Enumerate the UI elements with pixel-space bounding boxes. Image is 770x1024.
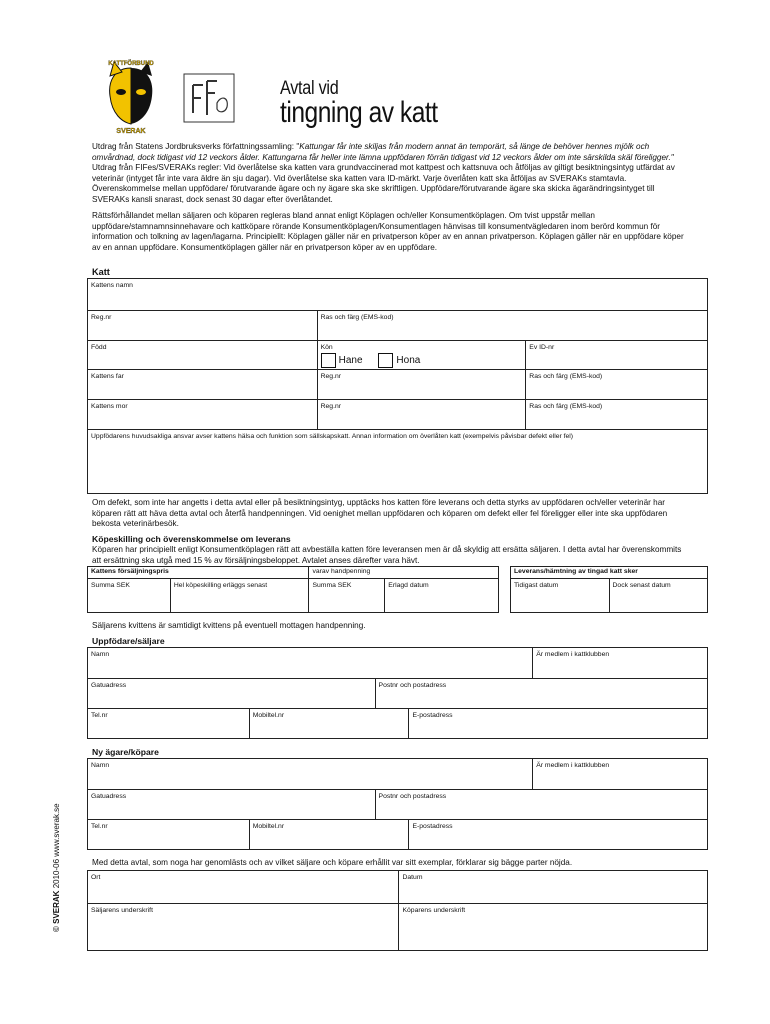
delivery-heading: Leverans/hämtning av tingad katt sker: [511, 567, 708, 579]
field-kon: Kön Hane Hona: [317, 341, 526, 370]
avslut-text: Med detta avtal, som noga har genomlästs och av vilket säljare och köpare erhållit var sitt exemplar, förklarar sig bägge parter nöjda.: [92, 858, 573, 867]
defekt-paragraph: Om defekt, som inte har angetts i detta avtal eller på besiktningsintyg, upptäcks hos katten före leverans och detta styrks av uppfödaren och/eller veterinär har köparen rätt att häva detta avtal och återfå handpenningen. Vid oenighet mellan uppfödaren och köparen om defekt eller fel föreligger eller inte ska uppfödaren bekosta veterinärbesök.: [92, 498, 668, 529]
field-kopare-epost[interactable]: E-postadress: [409, 820, 708, 850]
field-datum[interactable]: Datum: [399, 871, 708, 904]
page-title: tingning av katt: [280, 96, 438, 129]
field-saljare-medlem[interactable]: Är medlem i kattklubben: [533, 648, 708, 679]
field-ort[interactable]: Ort: [88, 871, 399, 904]
field-summa-sek[interactable]: Summa SEK: [88, 579, 171, 613]
section-heading-katt: Katt: [92, 267, 110, 277]
field-id-nr[interactable]: Ev ID-nr: [526, 341, 708, 370]
field-mor-reg-nr[interactable]: Reg.nr: [317, 400, 526, 430]
field-ansvar-info[interactable]: Uppfödarens huvudsakliga ansvar avser kattens hälsa och funktion som sällskapskatt. Annan information om överlåten katt (exempelvis påvisbar defekt eller fel): [88, 430, 708, 494]
field-koparens-underskrift[interactable]: Köparens underskrift: [399, 904, 708, 951]
seller-table: [87, 647, 708, 739]
price-table: [87, 566, 499, 613]
field-senast-datum[interactable]: Dock senast datum: [609, 579, 708, 613]
field-saljare-mobil[interactable]: Mobiltel.nr: [249, 709, 409, 739]
section-heading-kopeskilling: Köpeskilling och överenskommelse om leverans: [92, 534, 291, 544]
checkbox-hona[interactable]: [378, 353, 393, 368]
field-saljarens-underskrift[interactable]: Säljarens underskrift: [88, 904, 399, 951]
kvittens-text: Säljarens kvittens är samtidigt kvittens på eventuell mottagen handpenning.: [92, 621, 366, 630]
varav-handpenning-label: varav handpenning: [309, 567, 499, 579]
intro-paragraph-2: Rättsförhållandet mellan säljaren och köparen regleras bland annat enligt Köplagen och/eller Konsumentköplagen. Om tvist uppstår mellan uppfödare/stamnamnsinnehavare och kattköpare rörande Konsumentköplagen/Konsumentlagen hänvisas till konsumentvägledaren inom berörd kommun för information och tolkning av lagen/lagarna. Principiellt: Köplagen gäller när en privatperson köper av en annan privatperson. Köplagen gäller när en uppfödare köper av en annan uppfödare. Konsumentköplagen gäller när en privatperson köper av en uppfödare.: [92, 211, 684, 252]
field-erlagd-datum[interactable]: Erlagd datum: [385, 579, 499, 613]
field-mor-ras[interactable]: Ras och färg (EMS-kod): [526, 400, 708, 430]
section-heading-saljare: Uppfödare/säljare: [92, 636, 165, 646]
delivery-table: [510, 566, 708, 613]
field-kopare-gatuadress[interactable]: Gatuadress: [88, 790, 376, 820]
field-kopare-tel[interactable]: Tel.nr: [88, 820, 250, 850]
field-saljare-epost[interactable]: E-postadress: [409, 709, 708, 739]
title-line-1: Avtal vid: [280, 78, 339, 99]
logo-top-text: KATTFÖRBUND: [108, 61, 154, 67]
field-reg-nr[interactable]: Reg.nr: [88, 311, 318, 341]
field-saljare-namn[interactable]: Namn: [88, 648, 533, 679]
field-kopare-postnr[interactable]: Postnr och postadress: [375, 790, 707, 820]
field-tidigast-datum[interactable]: Tidigast datum: [511, 579, 610, 613]
kop-paragraph: Köparen har principiellt enligt Konsumentköplagen rätt att avbeställa katten före leveransen men är då skyldig att ersätta säljaren. I detta avtal har överenskommits att ersättning ska utgå med 15 % av försäljningsbeloppet. Avtalet anses därefter vara hävt.: [92, 545, 682, 565]
field-saljare-tel[interactable]: Tel.nr: [88, 709, 250, 739]
logo-bottom-text: SVERAK: [116, 128, 146, 135]
fife-logo: [183, 73, 235, 123]
field-kopare-medlem[interactable]: Är medlem i kattklubben: [533, 759, 708, 790]
field-ras-farg[interactable]: Ras och färg (EMS-kod): [317, 311, 707, 341]
intro-paragraph-1: Utdrag från Statens Jordbruksverks författningssamling: "Kattungar får inte skiljas från modern annat än temporärt, så länge de behöver hennes mjölk och omvårdnad, dock tidigast vid 12 veckors ålder. Kattungarna får heller inte lämna uppfödaren förrän tidigast vid 12 veckors ålder om inte särskilda skäl föreligger." Utdrag från FIFes/SVERAKs regler: Vid överlåtelse ska katten vara grundvaccinerad mot kattpest och kattsnuva och åtföljas av giltigt besiktningsintyg utfärdat av veterinär (intyget får inte vara äldre än sju dagar). Vid överlåtelse ska katten vara ID-märkt. Varje överlåten katt ska åtföljas av SVERAKs stamtavla. Överenskommelse mellan uppfödare/ förutvarande ägare och ny ägare ska ske skriftligen. Uppfödare/förutvarande ägare ska skicka ägarändringsintyget till SVERAKs kansli snarast, dock senast 30 dagar efter överlåtandet.: [92, 142, 675, 204]
field-hel-kopeskilling[interactable]: Hel köpeskilling erläggs senast: [170, 579, 309, 613]
signature-table: [87, 870, 708, 951]
sverak-logo: [100, 56, 162, 136]
section-heading-kopare: Ny ägare/köpare: [92, 747, 159, 757]
field-far-reg-nr[interactable]: Reg.nr: [317, 370, 526, 400]
field-kopare-mobil[interactable]: Mobiltel.nr: [249, 820, 409, 850]
field-handpenning-summa[interactable]: Summa SEK: [309, 579, 385, 613]
cat-table: [87, 278, 708, 494]
field-saljare-postnr[interactable]: Postnr och postadress: [375, 679, 707, 709]
buyer-table: [87, 758, 708, 850]
field-kopare-namn[interactable]: Namn: [88, 759, 533, 790]
field-far-ras[interactable]: Ras och färg (EMS-kod): [526, 370, 708, 400]
checkbox-hane[interactable]: [321, 353, 336, 368]
field-kattens-namn[interactable]: Kattens namn: [88, 279, 708, 311]
field-saljare-gatuadress[interactable]: Gatuadress: [88, 679, 376, 709]
field-kattens-far[interactable]: Kattens far: [88, 370, 318, 400]
field-kattens-mor[interactable]: Kattens mor: [88, 400, 318, 430]
field-fodd[interactable]: Född: [88, 341, 318, 370]
price-heading: Kattens försäljningspris: [88, 567, 309, 579]
side-copyright: © SVERAK 2010-06 www.sverak.se: [52, 803, 61, 932]
